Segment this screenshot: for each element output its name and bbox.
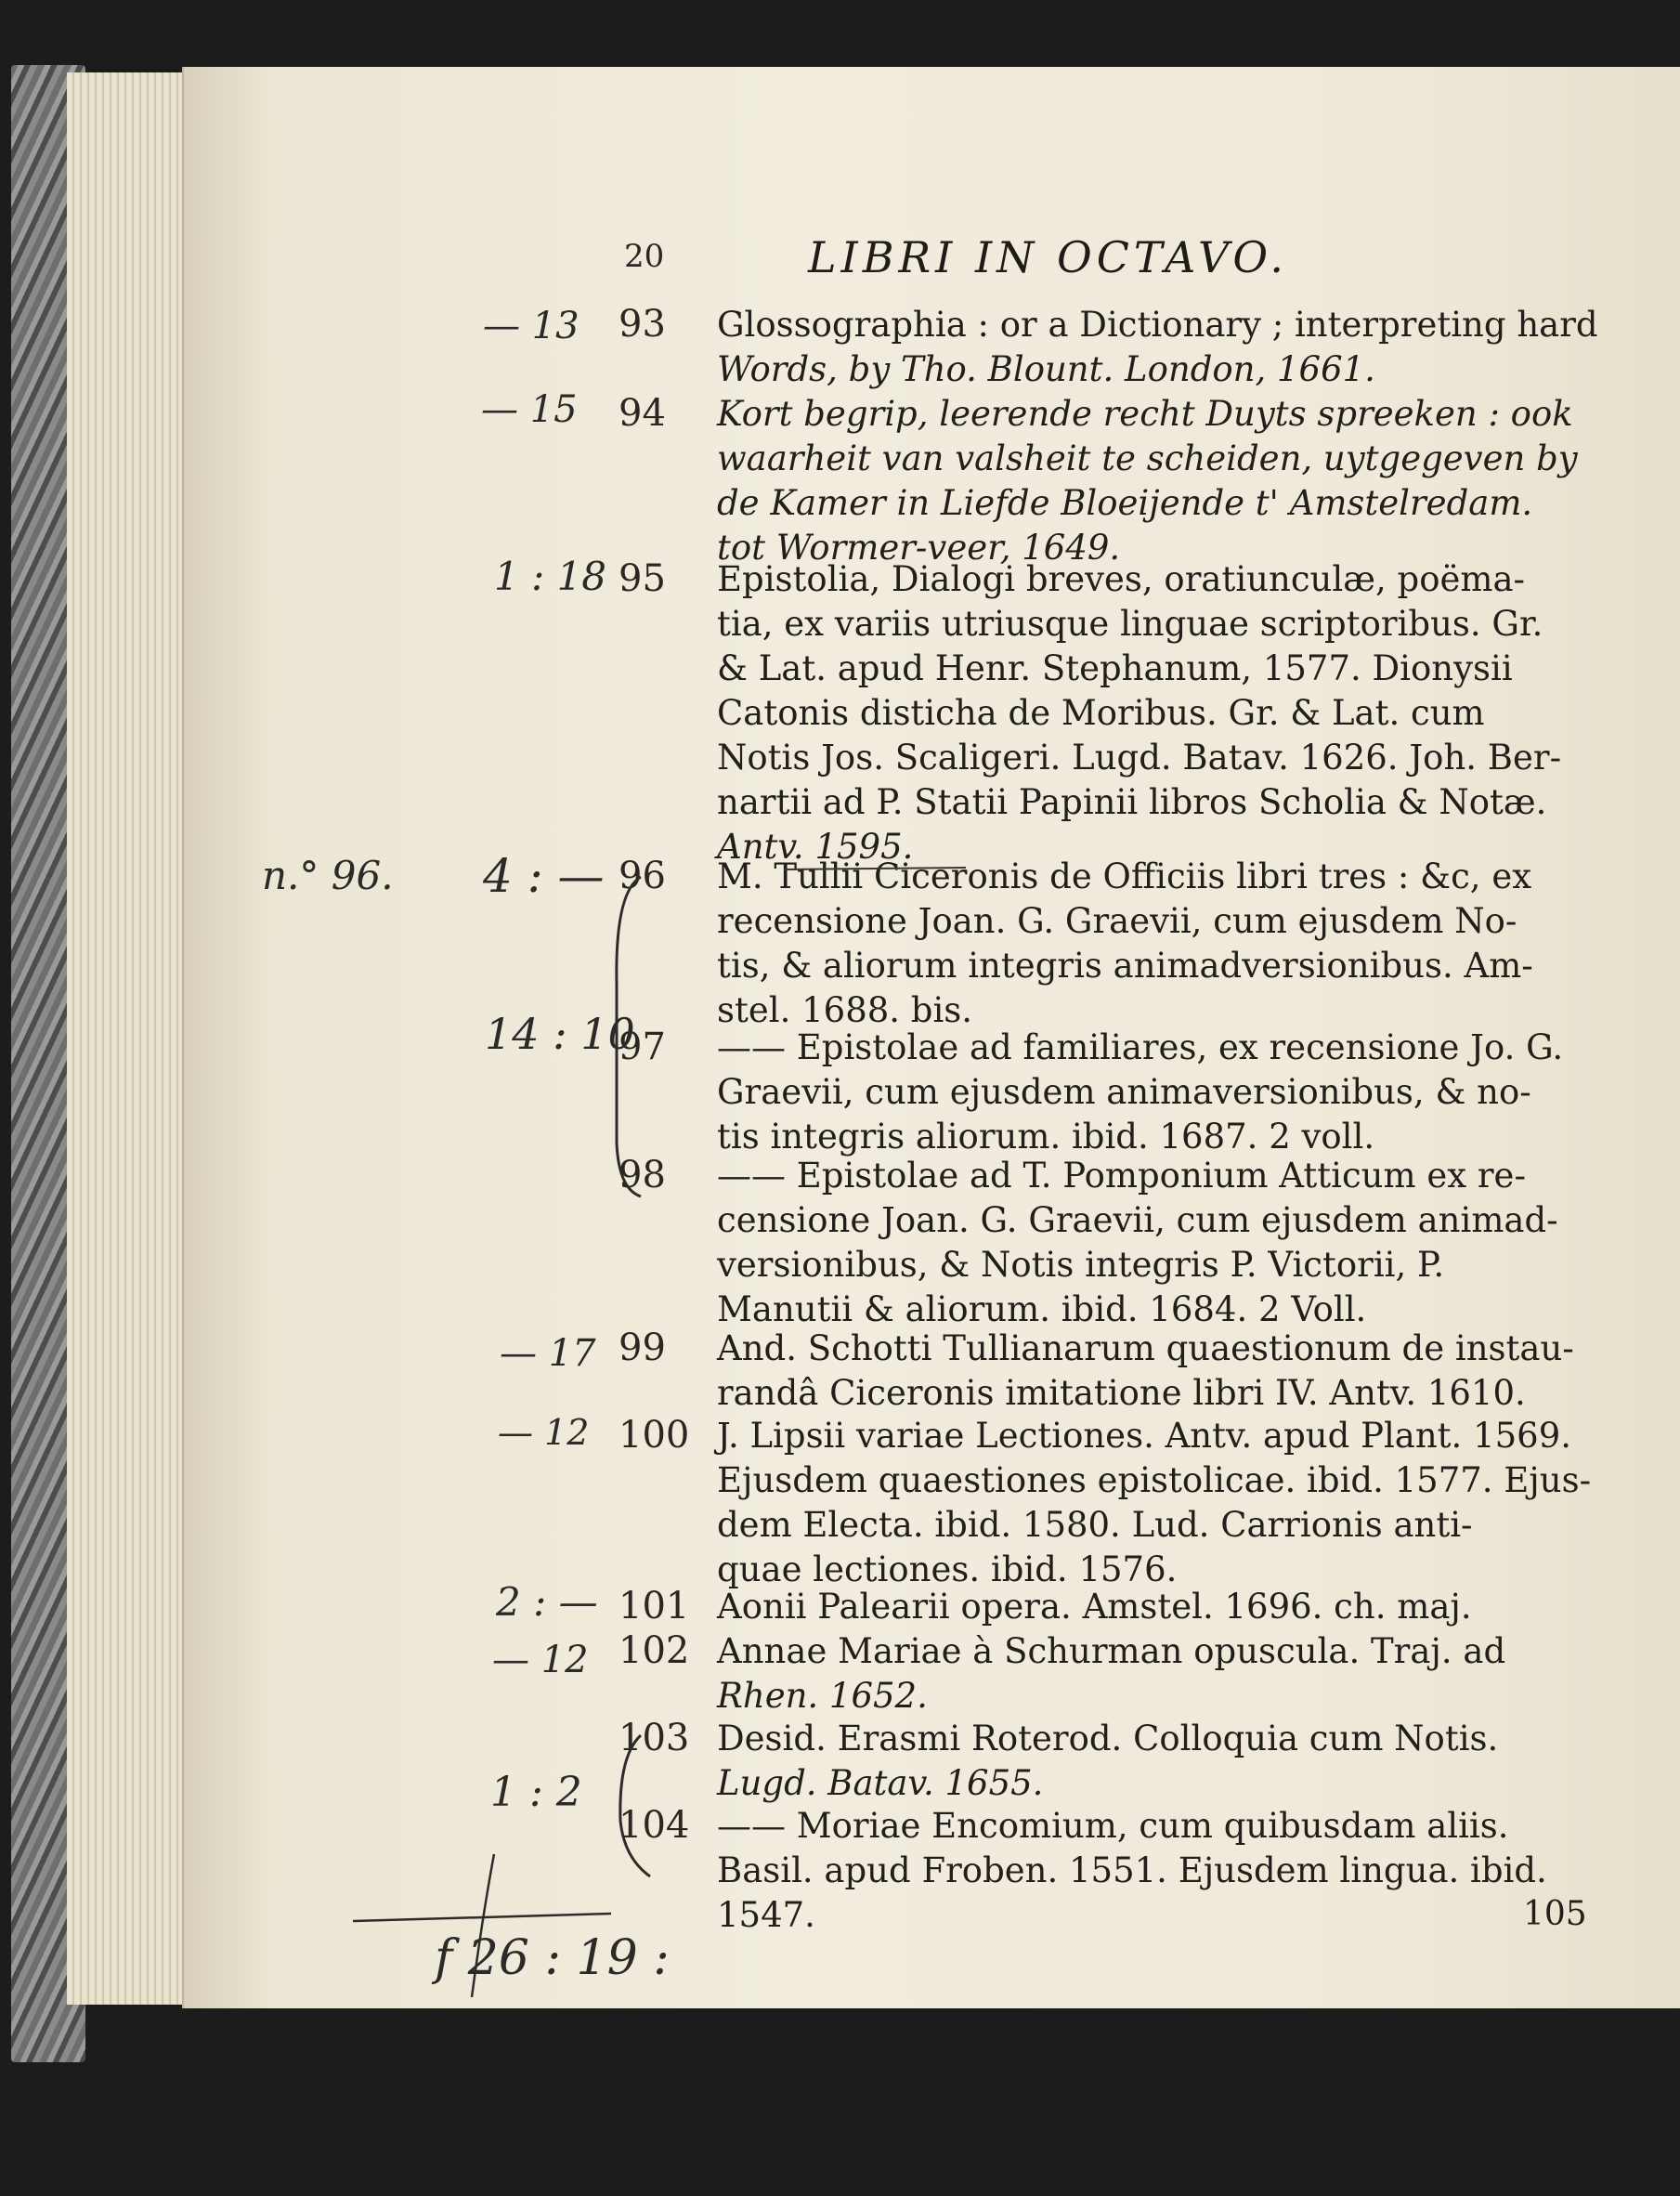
entry-line: recensione Joan. G. Graevii, cum ejusdem No- bbox=[717, 901, 1517, 941]
entry-line: 1547. bbox=[717, 1895, 815, 1935]
catchword: 105 bbox=[1523, 1895, 1587, 1933]
entry-line: Catonis disticha de Moribus. Gr. & Lat. cum bbox=[717, 693, 1485, 733]
entry-line: Rhen. 1652. bbox=[717, 1676, 928, 1716]
entry-line: censione Joan. G. Graevii, cum ejusdem animad- bbox=[717, 1200, 1558, 1240]
entry-line: tot Wormer-veer, 1649. bbox=[717, 528, 1121, 568]
entry-line: de Kamer in Liefde Bloeijende t' Amstelredam. bbox=[717, 483, 1533, 523]
entry-line: —— Moriae Encomium, cum quibusdam aliis. bbox=[717, 1806, 1509, 1846]
entry-line: Antv. 1595. bbox=[717, 827, 914, 867]
entry-line: tia, ex variis utriusque linguae scriptoribus. Gr. bbox=[717, 604, 1543, 644]
entry-line: dem Electa. ibid. 1580. Lud. Carrionis anti- bbox=[717, 1505, 1473, 1545]
handwritten-price: — 17 bbox=[500, 1332, 596, 1375]
entry-number: 98 bbox=[619, 1154, 666, 1196]
entry-number: 101 bbox=[619, 1585, 690, 1627]
entry-line: Manutii & aliorum. ibid. 1684. 2 Voll. bbox=[717, 1289, 1367, 1329]
entry-line: Notis Jos. Scaligeri. Lugd. Batav. 1626. Joh. Ber- bbox=[717, 738, 1562, 778]
entry-line: And. Schotti Tullianarum quaestionum de instau- bbox=[717, 1328, 1574, 1368]
entry-line: Basil. apud Froben. 1551. Ejusdem lingua. ibid. bbox=[717, 1850, 1547, 1890]
entry-line: waarheit van valsheit te scheiden, uytgegeven by bbox=[717, 438, 1578, 478]
total-flourish bbox=[472, 1854, 494, 1997]
entry-line: Lugd. Batav. 1655. bbox=[717, 1763, 1044, 1803]
entry-line: Annae Mariae à Schurman opuscula. Traj. ad bbox=[717, 1631, 1506, 1671]
entry-number: 96 bbox=[619, 855, 666, 897]
entry-number: 93 bbox=[619, 303, 666, 346]
entry-number: 104 bbox=[619, 1804, 690, 1847]
entry-line: quae lectiones. ibid. 1576. bbox=[717, 1549, 1178, 1589]
running-title: LIBRI IN OCTAVO. bbox=[808, 232, 1289, 282]
bracket-96-98 bbox=[617, 877, 641, 1196]
handwritten-note: n.° 96. bbox=[262, 853, 394, 898]
handwritten-total: f 26 : 19 : bbox=[435, 1930, 670, 1986]
entry-line: Epistolia, Dialogi breves, oratiunculæ, poëma- bbox=[717, 559, 1526, 599]
entry-line: Desid. Erasmi Roterod. Colloquia cum Notis. bbox=[717, 1719, 1499, 1758]
entry-line: Words, by Tho. Blount. London, 1661. bbox=[717, 349, 1375, 389]
handwritten-price: 4 : — bbox=[483, 849, 605, 903]
entry-line: Glossographia : or a Dictionary ; interpreting hard bbox=[717, 305, 1598, 345]
entry-line: —— Epistolae ad familiares, ex recensione Jo. G. bbox=[717, 1027, 1564, 1067]
strike-de-officiis bbox=[785, 868, 966, 869]
handwritten-price: — 15 bbox=[481, 388, 578, 431]
handwritten-price: 1 : 18 bbox=[494, 554, 607, 599]
entry-line: J. Lipsii variae Lectiones. Antv. apud Plant. 1569. bbox=[717, 1416, 1571, 1456]
entry-number: 97 bbox=[619, 1026, 666, 1068]
entry-line: Graevii, cum ejusdem animaversionibus, & no- bbox=[717, 1072, 1531, 1112]
page-number: 20 bbox=[624, 238, 665, 275]
entry-line: tis integris aliorum. ibid. 1687. 2 voll. bbox=[717, 1117, 1375, 1157]
entry-line: M. Tullii Ciceronis de Officiis libri tres : &c, ex bbox=[717, 856, 1532, 896]
entry-number: 100 bbox=[619, 1414, 690, 1457]
entry-line: stel. 1688. bis. bbox=[717, 990, 973, 1030]
entry-line: versionibus, & Notis integris P. Victorii, P. bbox=[717, 1245, 1445, 1285]
handwritten-price: — 12 bbox=[498, 1412, 590, 1453]
handwritten-price: 2 : — bbox=[496, 1579, 598, 1625]
entry-line: Aonii Palearii opera. Amstel. 1696. ch. maj. bbox=[717, 1587, 1472, 1627]
entry-line: tis, & aliorum integris animadversionibus. Am- bbox=[717, 946, 1533, 986]
entry-line: Ejusdem quaestiones epistolicae. ibid. 1577. Ejus- bbox=[717, 1460, 1592, 1500]
bracket-103-104 bbox=[620, 1735, 650, 1876]
handwritten-price: 1 : 2 bbox=[490, 1769, 582, 1816]
entry-number: 94 bbox=[619, 392, 666, 435]
entry-line: randâ Ciceronis imitatione libri IV. Antv. 1610. bbox=[717, 1373, 1526, 1413]
entry-line: —— Epistolae ad T. Pomponium Atticum ex re- bbox=[717, 1156, 1526, 1196]
handwritten-price: 14 : 10 bbox=[485, 1009, 635, 1059]
entry-line: Kort begrip, leerende recht Duyts spreeken : ook bbox=[717, 394, 1573, 434]
entry-line: nartii ad P. Statii Papinii libros Scholia & Notæ. bbox=[717, 782, 1547, 822]
entry-number: 99 bbox=[619, 1327, 666, 1369]
entry-number: 103 bbox=[619, 1717, 690, 1759]
handwritten-price: — 12 bbox=[492, 1639, 589, 1681]
handwritten-price: — 13 bbox=[483, 305, 580, 347]
entry-number: 102 bbox=[619, 1629, 690, 1672]
entry-number: 95 bbox=[619, 557, 666, 600]
entry-line: & Lat. apud Henr. Stephanum, 1577. Dionysii bbox=[717, 648, 1513, 688]
